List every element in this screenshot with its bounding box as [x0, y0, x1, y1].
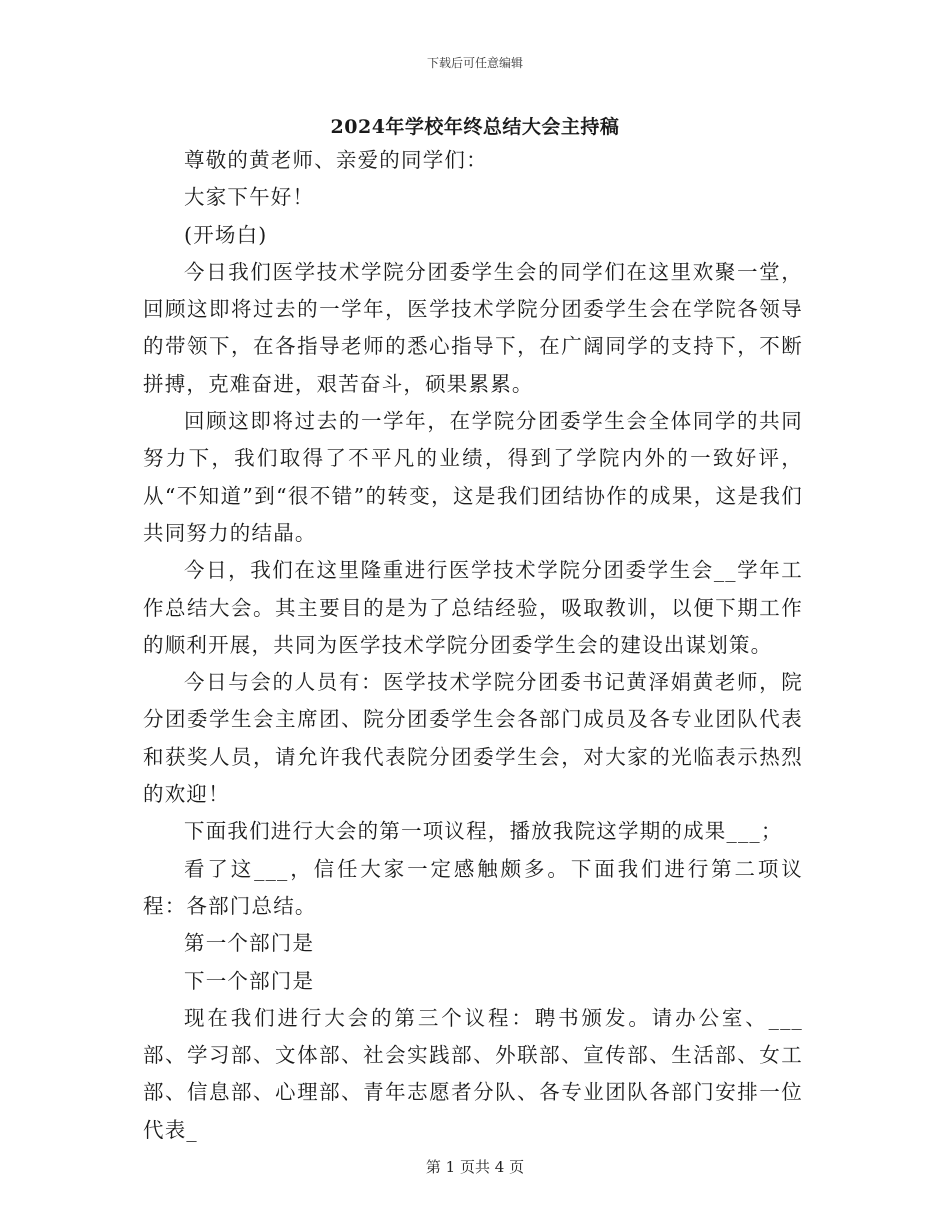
document-title: 2024年学校年终总结大会主持稿: [330, 116, 620, 138]
paragraph: 下面我们进行大会的第一项议程，播放我院这学期的成果___；: [184, 819, 783, 844]
document-body: [143, 142, 803, 1149]
paragraph-salutation: 尊敬的黄老师、亲爱的同学们：: [184, 148, 488, 172]
paragraph: 今日我们医学技术学院分团委学生会的同学们在这里欢聚一堂，回顾这即将过去的一学年，医学技术学院分团委学生会在学院各领导的带领下，在各指导老师的悉心指导下，在广阔同学的支持下，不断拼搏，克难奋进，艰苦奋斗，硕果累累。: [143, 259, 803, 396]
paragraph: 今日，我们在这里隆重进行医学技术学院分团委学生会__学年工作总结大会。其主要目的是为了总结经验，吸取教训，以便下期工作的顺利开展，共同为医学技术学院分团委学生会的建设出谋划策。: [143, 558, 803, 657]
paragraph: 第一个部门是: [184, 931, 315, 956]
page-header-note: 下载后可任意编辑: [426, 56, 523, 70]
paragraph-greeting: 大家下午好！: [184, 185, 315, 210]
paragraph: 看了这___，信任大家一定感触颇多。下面我们进行第二项议程：各部门总结。: [143, 856, 803, 918]
paragraph-opening-note: (开场白): [184, 222, 268, 247]
paragraph: 下一个部门是: [184, 968, 315, 993]
paragraph: 现在我们进行大会的第三个议程：聘书颁发。请办公室、___部、学习部、文体部、社会实践部、外联部、宣传部、生活部、女工部、信息部、心理部、青年志愿者分队、各专业团队各部门安排一位代表_: [143, 1005, 803, 1142]
paragraph: 今日与会的人员有：医学技术学院分团委书记黄泽娟黄老师，院分团委学生会主席团、院分团委学生会各部门成员及各专业团队代表和获奖人员，请允许我代表院分团委学生会，对大家的光临表示热烈的欢迎！: [143, 670, 803, 807]
page-number: 第 1 页共 4 页: [425, 1158, 525, 1176]
paragraph: 回顾这即将过去的一学年，在学院分团委学生会全体同学的共同努力下，我们取得了不平凡的业绩，得到了学院内外的一致好评，从“不知道”到“很不错”的转变，这是我们团结协作的成果，这是我们共同努力的结晶。: [143, 409, 803, 545]
